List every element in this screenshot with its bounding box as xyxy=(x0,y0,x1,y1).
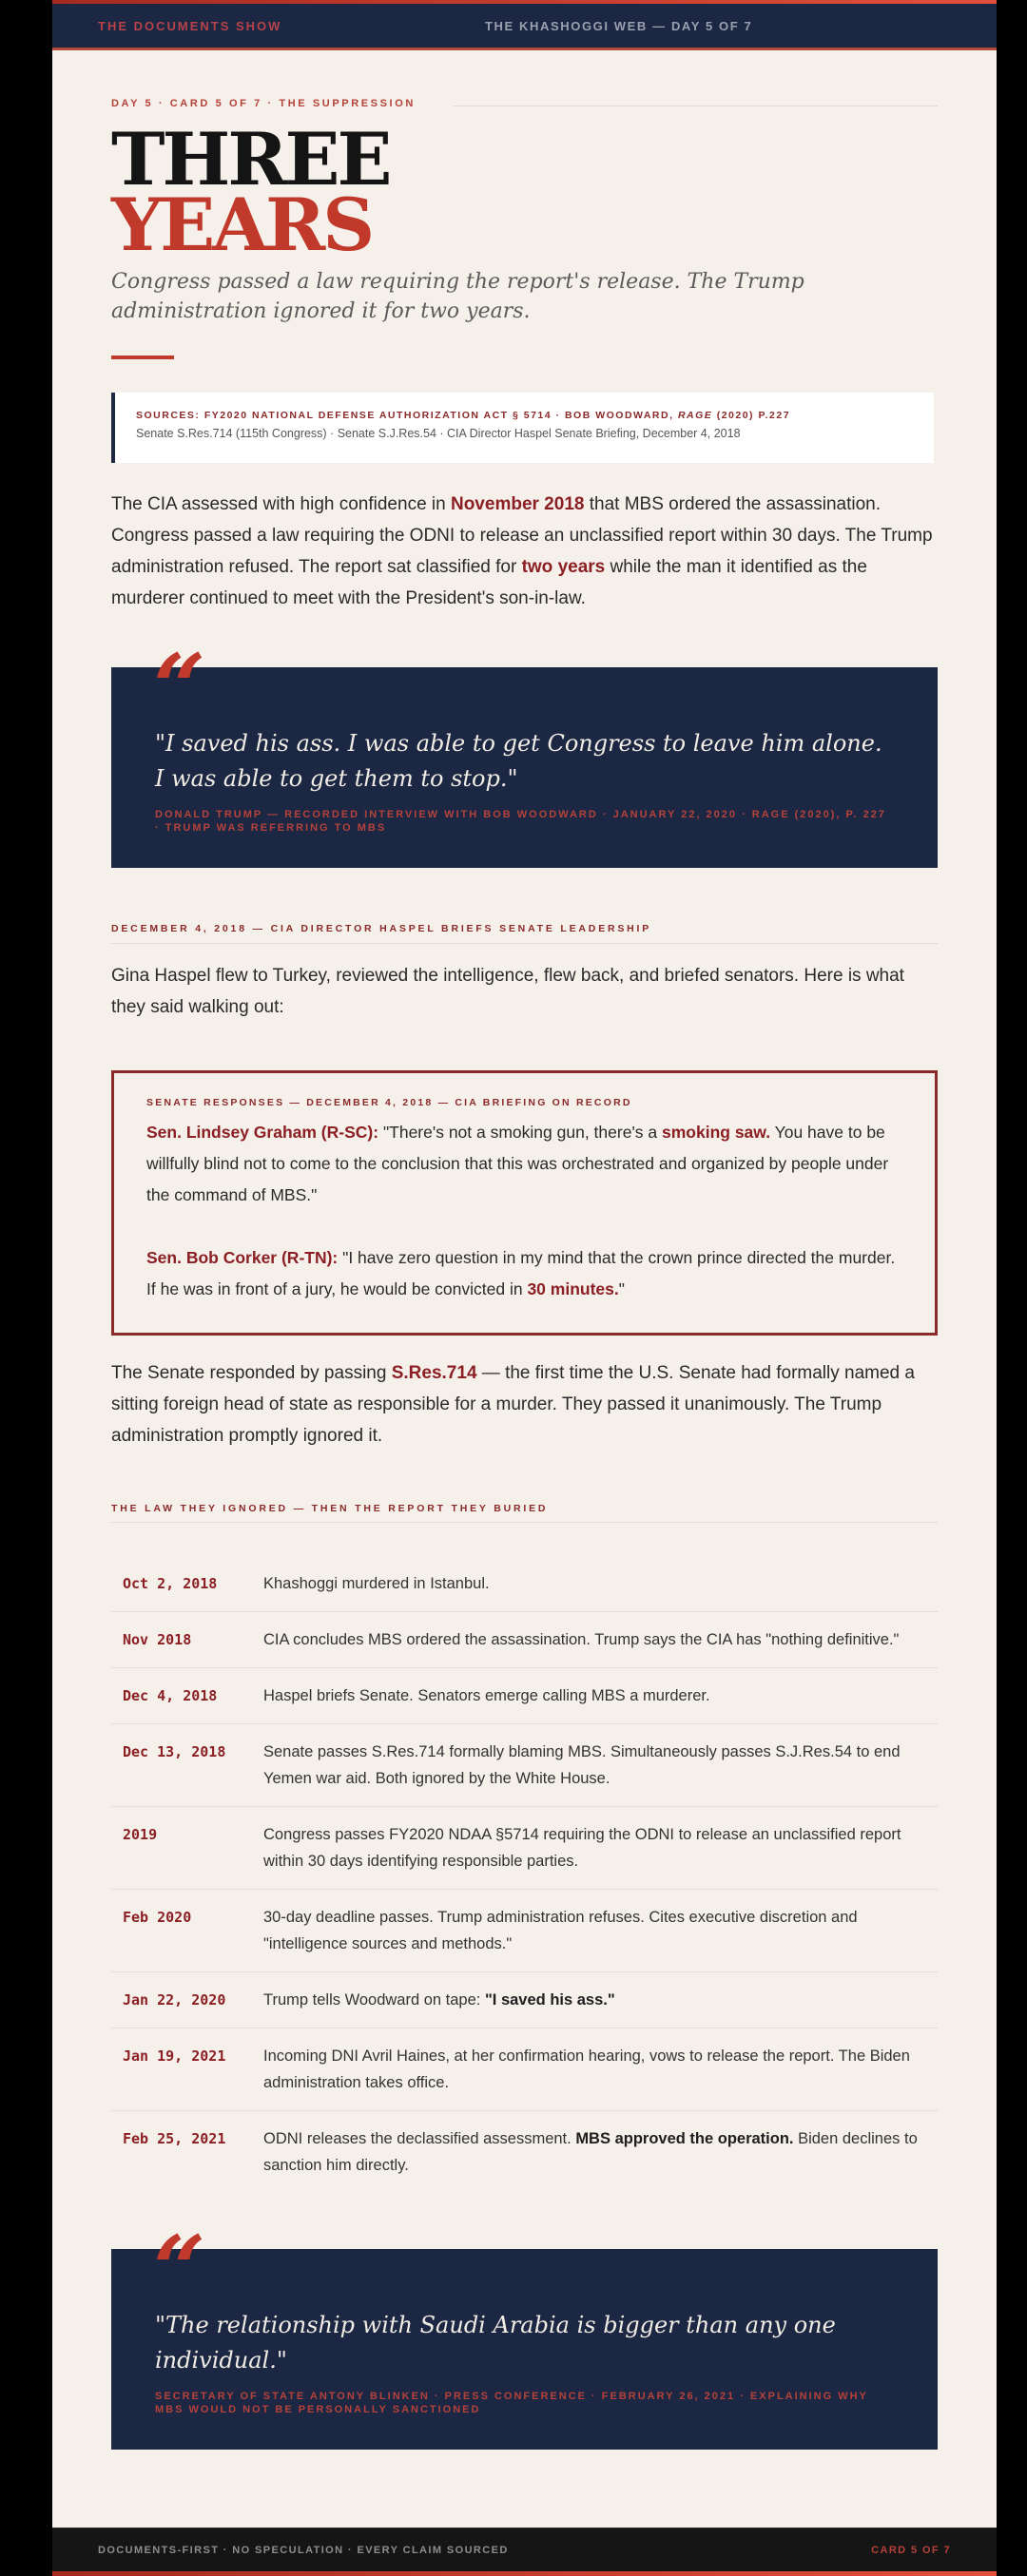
intro-paragraph xyxy=(111,489,938,614)
timeline-description xyxy=(263,1987,938,2013)
resolution-paragraph xyxy=(111,1357,938,1451)
timeline-row xyxy=(111,1890,938,1972)
headline-line-1: THREE xyxy=(111,117,390,202)
intro-text-1: The CIA assessed with high confidence in xyxy=(111,494,451,514)
timeline-date: Jan 22, 2020 xyxy=(123,1991,226,2009)
timeline-text: Incoming DNI Avril Haines, at her confirmation hearing, vows to release the report. The Biden administration takes office. xyxy=(263,2047,910,2091)
card-counter: CARD 5 OF 7 xyxy=(871,2545,951,2556)
timeline-row xyxy=(111,1972,938,2028)
timeline-text: Trump tells Woodward on tape: xyxy=(263,1991,485,2009)
statement-highlight: smoking saw. xyxy=(662,1123,771,1142)
timeline-row xyxy=(111,1724,938,1807)
graham-statement xyxy=(146,1117,902,1211)
section-divider xyxy=(111,1522,938,1523)
timeline-text: Haspel briefs Senate. Senators emerge calling MBS a murderer. xyxy=(263,1687,710,1704)
timeline-row xyxy=(111,1556,938,1612)
timeline-description xyxy=(263,2125,938,2179)
timeline-description xyxy=(263,2043,938,2096)
timeline-description xyxy=(263,1682,938,1709)
statement-text: You have to be willfully blind not to come to the conclusion that this was orchestrated and organized by people under the command of MBS." xyxy=(146,1123,889,1204)
timeline-date: Dec 4, 2018 xyxy=(123,1687,218,1704)
quote-mark-icon: “ xyxy=(153,634,206,741)
corker-statement xyxy=(146,1242,902,1305)
resolution-text-2: — the first time the U.S. Senate had formally named a sitting foreign head of state as responsible for a murder. They passed it unanimously. The Trump administration promptly ignored it. xyxy=(111,1363,915,1446)
subtitle: Congress passed a law requiring the report's release. The Trump administration ignored it for two years. xyxy=(111,270,804,323)
intro-highlight-duration: two years xyxy=(521,557,606,577)
timeline-text: Senate passes S.Res.714 formally blaming MBS. Simultaneously passes S.J.Res.54 to end Yemen war aid. Both ignored by the White House. xyxy=(263,1743,901,1787)
timeline-text: 30-day deadline passes. Trump administration refuses. Cites executive discretion and "intelligence sources and methods." xyxy=(263,1909,858,1952)
story-card xyxy=(52,0,997,2576)
timeline-text-after: Biden declines to sanction him directly. xyxy=(263,2130,918,2174)
timeline-description xyxy=(263,1626,938,1653)
intro-text-3: while the man it identified as the murderer continued to meet with the President's son-in-law. xyxy=(111,557,867,608)
timeline-list xyxy=(111,1556,938,2193)
timeline-text: CIA concludes MBS ordered the assassination. Trump says the CIA has "nothing definitive." xyxy=(263,1631,900,1648)
quote-text: "I saved his ass. I was able to get Congress to leave him alone. I was able to get them to stop." xyxy=(155,730,882,792)
senator-name: Sen. Bob Corker (R-TN): xyxy=(146,1248,339,1267)
timeline-row xyxy=(111,1668,938,1724)
quote-text: "The relationship with Saudi Arabia is bigger than any one individual." xyxy=(155,2312,836,2374)
timeline-date: Nov 2018 xyxy=(123,1631,192,1648)
timeline-description xyxy=(263,1739,938,1792)
footer-tagline: DOCUMENTS-FIRST · NO SPECULATION · EVERY CLAIM SOURCED xyxy=(98,2545,509,2556)
sources-secondary: Senate S.Res.714 (115th Congress) · Senate S.J.Res.54 · CIA Director Haspel Senate Briefing, December 4, 2018 xyxy=(136,427,741,440)
bottom-accent-stripe xyxy=(52,2571,997,2576)
sources-primary-page: (2020) P.227 xyxy=(712,410,791,421)
statement-text: "I have zero question in my mind that the crown prince directed the murder. If he was in front of a jury, he would be convicted in xyxy=(146,1248,896,1298)
senator-name: Sen. Lindsey Graham (R-SC): xyxy=(146,1123,379,1142)
blinken-quote-block xyxy=(111,2216,938,2450)
statement-text: " xyxy=(618,1279,625,1298)
timeline-row xyxy=(111,2028,938,2111)
top-nav xyxy=(52,4,997,50)
timeline-date: Feb 25, 2021 xyxy=(123,2130,226,2147)
footer xyxy=(52,2528,997,2572)
sources-primary xyxy=(136,410,934,421)
timeline-row xyxy=(111,1612,938,1668)
timeline-emphasis: "I saved his ass." xyxy=(484,1991,615,2009)
kicker-row xyxy=(111,98,938,113)
timeline-date: Dec 13, 2018 xyxy=(123,1743,226,1760)
quote-mark-icon: “ xyxy=(153,2216,206,2323)
briefing-section-label: DECEMBER 4, 2018 — CIA DIRECTOR HASPEL BRIEFS SENATE LEADERSHIP xyxy=(111,923,652,934)
kicker: DAY 5 · CARD 5 OF 7 · THE SUPPRESSION xyxy=(111,98,421,109)
show-brand-link[interactable]: THE DOCUMENTS SHOW xyxy=(98,19,282,33)
senate-responses-label: SENATE RESPONSES — DECEMBER 4, 2018 — CIA BRIEFING ON RECORD xyxy=(146,1097,632,1108)
statement-text: "There's not a smoking gun, there's a xyxy=(378,1123,662,1142)
quote-attribution: SECRETARY OF STATE ANTONY BLINKEN · PRESS CONFERENCE · FEBRUARY 26, 2021 · EXPLAINING WHY MBS WOULD NOT BE PERSONALLY SANCTIONED xyxy=(155,2391,868,2415)
intro-text-2: that MBS ordered the assassination. Congress passed a law requiring the ODNI to release an unclassified report within 30 days. The Trump administration refused. The report sat classified for xyxy=(111,494,933,577)
statement-highlight: 30 minutes. xyxy=(527,1279,619,1298)
trump-quote-block xyxy=(111,634,938,868)
timeline-date: 2019 xyxy=(123,1826,158,1843)
resolution-text-1: The Senate responded by passing xyxy=(111,1363,392,1383)
sources-primary-text: SOURCES: FY2020 NATIONAL DEFENSE AUTHORIZATION ACT § 5714 · BOB WOODWARD, xyxy=(136,410,678,421)
resolution-highlight: S.Res.714 xyxy=(391,1363,477,1383)
sources-book-title: RAGE xyxy=(677,410,713,421)
section-divider xyxy=(111,943,938,944)
timeline-date: Jan 19, 2021 xyxy=(123,2047,226,2065)
timeline-row xyxy=(111,2111,938,2193)
timeline-emphasis: MBS approved the operation. xyxy=(575,2130,794,2147)
timeline-description xyxy=(263,1904,938,1957)
timeline-row xyxy=(111,1807,938,1890)
timeline-text: Congress passes FY2020 NDAA §5714 requiring the ODNI to release an unclassified report within 30 days identifying responsible parties. xyxy=(263,1826,901,1870)
accent-divider xyxy=(111,356,174,359)
headline-line-2: YEARS xyxy=(111,183,373,267)
quote-attribution: DONALD TRUMP — RECORDED INTERVIEW WITH BOB WOODWARD · JANUARY 22, 2020 · RAGE (2020), P. 227 · TRUMP WAS REFERRING TO MBS xyxy=(155,809,886,834)
timeline-date: Oct 2, 2018 xyxy=(123,1575,218,1592)
timeline-section-label: THE LAW THEY IGNORED — THEN THE REPORT THEY BURIED xyxy=(111,1503,549,1514)
sources-box xyxy=(111,393,934,463)
timeline-description xyxy=(263,1821,938,1874)
senate-responses-box xyxy=(111,1070,938,1336)
timeline-text: ODNI releases the declassified assessment. xyxy=(263,2130,576,2147)
intro-highlight-date: November 2018 xyxy=(450,494,585,514)
timeline-description xyxy=(263,1570,938,1597)
series-title: THE KHASHOGGI WEB — DAY 5 OF 7 xyxy=(485,19,753,33)
timeline-date: Feb 2020 xyxy=(123,1909,192,1926)
timeline-text: Khashoggi murdered in Istanbul. xyxy=(263,1575,490,1592)
briefing-paragraph: Gina Haspel flew to Turkey, reviewed the intelligence, flew back, and briefed senators. Here is what they said walking out: xyxy=(111,966,904,1017)
